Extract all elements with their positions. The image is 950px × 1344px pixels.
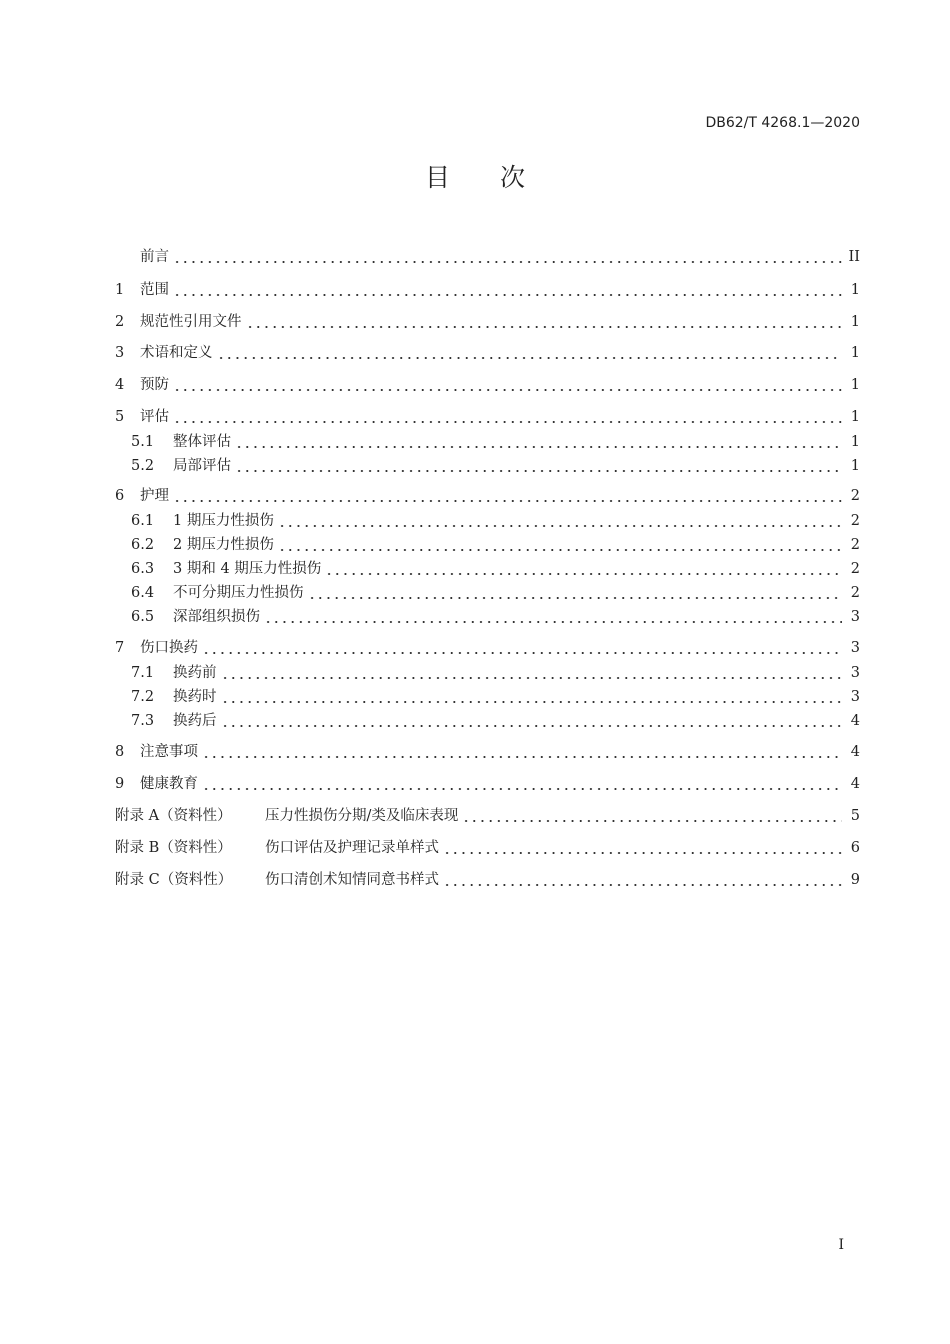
page-number: I bbox=[838, 1237, 844, 1253]
dot-leader bbox=[221, 663, 843, 683]
toc-entry-number: 7.2 bbox=[131, 689, 155, 705]
toc-entry[interactable] bbox=[131, 687, 860, 707]
toc-entry-page: 3 bbox=[850, 665, 860, 681]
toc-entry-page: 1 bbox=[850, 458, 860, 474]
toc-entry-number: 5.2 bbox=[131, 458, 155, 474]
toc-entry-number: 7.3 bbox=[131, 713, 155, 729]
dot-leader bbox=[278, 535, 842, 555]
dot-leader bbox=[173, 375, 842, 395]
toc-entry-title: 深部组织损伤 bbox=[173, 609, 260, 625]
toc-entry[interactable] bbox=[115, 375, 860, 395]
toc-entry-page: 5 bbox=[850, 808, 860, 824]
toc-entry[interactable] bbox=[131, 432, 860, 452]
toc-entry-number: 4 bbox=[115, 377, 125, 393]
toc-entry-page: 6 bbox=[850, 840, 860, 856]
dot-leader bbox=[202, 774, 842, 794]
toc-entry-title: 3 期和 4 期压力性损伤 bbox=[173, 561, 322, 577]
toc-entry-page: 1 bbox=[850, 282, 860, 298]
toc-entry[interactable] bbox=[115, 312, 860, 332]
toc-entry[interactable] bbox=[131, 607, 860, 627]
toc-entry-title: 范围 bbox=[140, 282, 169, 298]
toc-entry-title: 护理 bbox=[140, 488, 169, 504]
toc-entry-title: 压力性损伤分期/类及临床表现 bbox=[265, 808, 459, 824]
toc-entry-title: 整体评估 bbox=[173, 434, 231, 450]
toc-entry[interactable] bbox=[115, 407, 860, 427]
toc-entry-page: 1 bbox=[850, 409, 860, 425]
toc-entry[interactable] bbox=[115, 806, 860, 826]
toc-entry-title: 注意事项 bbox=[140, 744, 198, 760]
toc-entry-title: 换药后 bbox=[173, 713, 217, 729]
toc-entry-page: 2 bbox=[850, 561, 860, 577]
toc-entry-title: 健康教育 bbox=[140, 776, 198, 792]
toc-entry-title: 1 期压力性损伤 bbox=[173, 513, 274, 529]
toc-entry-number: 6.2 bbox=[131, 537, 155, 553]
dot-leader bbox=[202, 742, 842, 762]
toc-entry[interactable] bbox=[131, 511, 860, 531]
toc-entry-number: 5 bbox=[115, 409, 125, 425]
toc-entry-page: 3 bbox=[850, 609, 860, 625]
toc-entry-page: 3 bbox=[850, 640, 860, 656]
toc-entry[interactable] bbox=[115, 486, 860, 506]
toc-entry[interactable] bbox=[115, 774, 860, 794]
toc-entry-title: 不可分期压力性损伤 bbox=[173, 585, 304, 601]
toc-entry-title: 换药时 bbox=[173, 689, 217, 705]
toc-entry-title: 前言 bbox=[140, 249, 169, 265]
dot-leader bbox=[173, 486, 842, 506]
toc-entry[interactable] bbox=[131, 711, 860, 731]
toc-entry[interactable] bbox=[131, 559, 860, 579]
toc-entry-number: 8 bbox=[115, 744, 125, 760]
toc-entry-number: 2 bbox=[115, 314, 125, 330]
toc-entry-page: 3 bbox=[850, 689, 860, 705]
dot-leader bbox=[202, 638, 842, 658]
toc-entry-page: 4 bbox=[850, 713, 860, 729]
toc-entry-number: 6 bbox=[115, 488, 125, 504]
toc-entry[interactable] bbox=[115, 343, 860, 363]
dot-leader bbox=[325, 559, 842, 579]
toc-entry-page: 2 bbox=[850, 537, 860, 553]
toc-entry-title: 2 期压力性损伤 bbox=[173, 537, 274, 553]
dot-leader bbox=[264, 607, 842, 627]
dot-leader bbox=[235, 456, 842, 476]
toc-entry-page: 1 bbox=[850, 345, 860, 361]
toc-entry[interactable] bbox=[115, 870, 860, 890]
toc-entry-page: 9 bbox=[850, 872, 860, 888]
toc-entry-title: 术语和定义 bbox=[140, 345, 213, 361]
toc-entry-page: 4 bbox=[850, 744, 860, 760]
dot-leader bbox=[443, 870, 842, 890]
toc-entry-page: 4 bbox=[850, 776, 860, 792]
dot-leader bbox=[278, 511, 842, 531]
toc-entry-page: II bbox=[848, 249, 860, 265]
dot-leader bbox=[443, 838, 842, 858]
toc-entry[interactable] bbox=[131, 583, 860, 603]
toc-entry[interactable] bbox=[131, 456, 860, 476]
toc-entry[interactable] bbox=[115, 742, 860, 762]
toc-entry-number: 附录 B（资料性） bbox=[115, 840, 232, 856]
toc-entry-page: 2 bbox=[850, 488, 860, 504]
dot-leader bbox=[246, 312, 843, 332]
toc-entry-number: 6.5 bbox=[131, 609, 155, 625]
toc-entry-title: 伤口换药 bbox=[140, 640, 198, 656]
toc-entry-page: 1 bbox=[850, 377, 860, 393]
dot-leader bbox=[235, 432, 842, 452]
toc-entry[interactable] bbox=[131, 663, 860, 683]
toc-entry-number: 附录 C（资料性） bbox=[115, 872, 233, 888]
dot-leader bbox=[217, 343, 843, 363]
dot-leader bbox=[221, 711, 843, 731]
toc-entry[interactable] bbox=[115, 638, 860, 658]
toc-entry-title: 伤口清创术知情同意书样式 bbox=[265, 872, 439, 888]
toc-entry-number: 5.1 bbox=[131, 434, 155, 450]
toc-entry-number: 附录 A（资料性） bbox=[115, 808, 232, 824]
toc-entry-number: 6.3 bbox=[131, 561, 155, 577]
toc-entry-number: 6.4 bbox=[131, 585, 155, 601]
toc-entry-number: 3 bbox=[115, 345, 125, 361]
toc-entry-page: 1 bbox=[850, 434, 860, 450]
dot-leader bbox=[308, 583, 843, 603]
toc-entry[interactable] bbox=[115, 247, 860, 267]
toc-entry-title: 伤口评估及护理记录单样式 bbox=[265, 840, 439, 856]
toc-entry-title: 局部评估 bbox=[173, 458, 231, 474]
toc-entry-page: 2 bbox=[850, 513, 860, 529]
standard-code: DB62/T 4268.1—2020 bbox=[705, 115, 860, 131]
toc-entry-number: 1 bbox=[115, 282, 125, 298]
toc-entry-number: 6.1 bbox=[131, 513, 155, 529]
dot-leader bbox=[173, 247, 842, 267]
toc-entry-number: 7.1 bbox=[131, 665, 155, 681]
dot-leader bbox=[173, 280, 842, 300]
dot-leader bbox=[221, 687, 843, 707]
toc-entry[interactable] bbox=[131, 535, 860, 555]
toc-entry-title: 预防 bbox=[140, 377, 169, 393]
dot-leader bbox=[462, 806, 842, 826]
toc-entry-page: 1 bbox=[850, 314, 860, 330]
toc-entry[interactable] bbox=[115, 280, 860, 300]
page-title: 目次 bbox=[424, 163, 575, 192]
toc-entry[interactable] bbox=[115, 838, 860, 858]
toc-entry-title: 换药前 bbox=[173, 665, 217, 681]
toc-entry-number: 9 bbox=[115, 776, 125, 792]
toc-entry-title: 评估 bbox=[140, 409, 169, 425]
dot-leader bbox=[173, 407, 842, 427]
toc-entry-title: 规范性引用文件 bbox=[140, 314, 242, 330]
toc-entry-number: 7 bbox=[115, 640, 125, 656]
toc-entry-page: 2 bbox=[850, 585, 860, 601]
